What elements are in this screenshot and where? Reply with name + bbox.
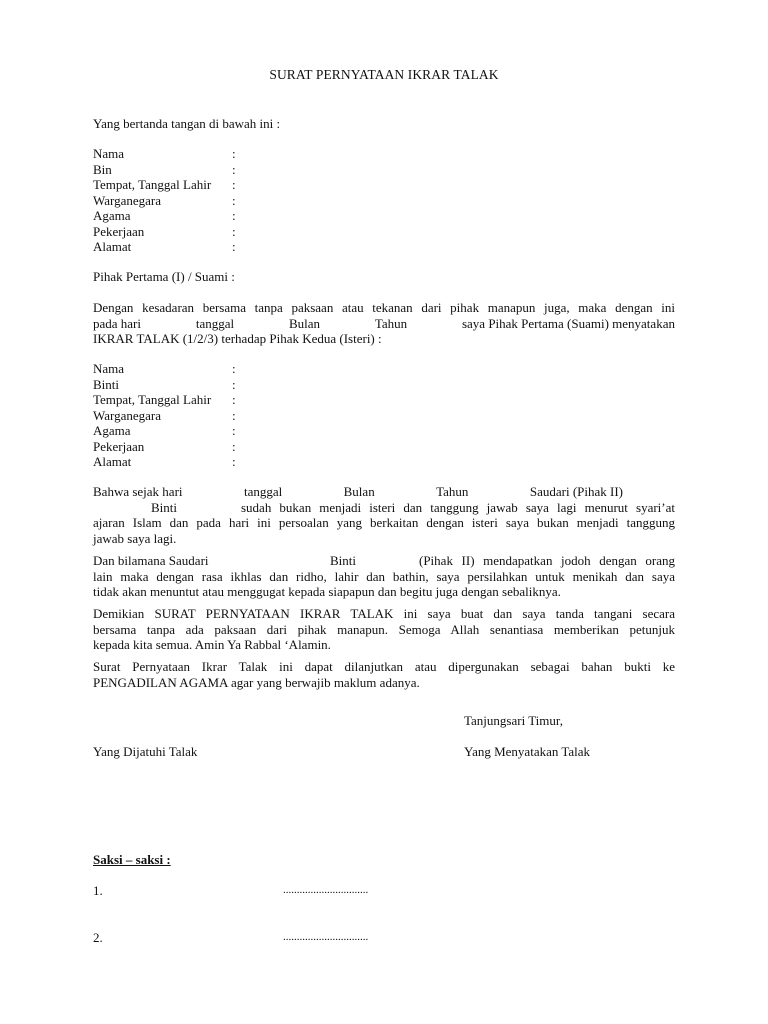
field-colon: : [232, 177, 236, 192]
field-label: Binti [93, 376, 120, 392]
field-colon: : [232, 407, 236, 423]
field-label: Warganegara [93, 407, 162, 423]
text-segment: Tahun [374, 315, 408, 331]
field-label: Bin [93, 161, 112, 177]
text-segment: Binti [151, 499, 178, 515]
witness-signature-line: ............................... [283, 931, 369, 943]
field-colon: : [232, 146, 236, 161]
paragraph-line: Demikian SURAT PERNYATAAN IKRAR TALAK ini saya buat dan saya tanda tangani secara [93, 606, 675, 621]
text-segment: (Pihak II) mendapatkan jodoh dengan orang [419, 553, 675, 568]
paragraph-line: ajaran Islam dan pada hari ini persoalan yang berkaitan dengan isteri saya bukan menjadi tanggung [93, 515, 675, 530]
field-label: Alamat [93, 454, 132, 469]
paragraph-line: lain maka dengan rasa ikhlas dan ridho, lahir dan bathin, saya persilahkan untuk menikah dan saya [93, 568, 675, 584]
text-segment: saya Pihak Pertama (Suami) menyatakan [461, 315, 675, 331]
field-label: Pekerjaan [93, 223, 145, 239]
field-colon: : [232, 192, 236, 208]
field-colon: : [232, 454, 236, 469]
paragraph-line: Surat Pernyataan Ikrar Talak ini dapat dilanjutkan atau dipergunakan sebagai bahan bukti ke [93, 659, 675, 674]
field-label: Nama [93, 361, 125, 376]
field-colon: : [232, 361, 236, 376]
field-colon: : [232, 438, 236, 454]
field-colon: : [232, 392, 236, 407]
signature-label-left: Yang Dijatuhi Talak [93, 744, 198, 759]
paragraph-line: Dengan kesadaran bersama tanpa paksaan atau tekanan dari pihak manapun juga, maka dengan ini [93, 300, 675, 315]
witness-number: 1. [93, 883, 103, 898]
paragraph-line: kepada kita semua. Amin Ya Rabbal ‘Alamin. [93, 637, 331, 652]
field-label: Warganegara [93, 192, 162, 208]
document-title: SURAT PERNYATAAN IKRAR TALAK [269, 67, 499, 82]
witness-heading: Saksi – saksi : [93, 852, 171, 867]
field-label: Tempat, Tanggal Lahir [93, 392, 212, 407]
text-segment: Bulan [343, 484, 375, 499]
witness-signature-line: ............................... [283, 884, 369, 896]
field-colon: : [232, 376, 236, 392]
first-party-label: Pihak Pertama (I) / Suami : [93, 269, 235, 284]
place-text: Tanjungsari Timur, [464, 713, 563, 728]
paragraph-line-spread [93, 484, 623, 499]
paragraph-line: jawab saya lagi. [93, 530, 177, 546]
paragraph-line-spread [93, 316, 675, 331]
field-label: Alamat [93, 239, 132, 254]
field-colon: : [232, 423, 236, 438]
paragraph-line: bersama tanpa ada paksaan dari pihak manapun. Semoga Allah senantiasa memberikan petunjuk [93, 621, 675, 637]
field-label: Agama [93, 208, 131, 223]
text-segment: Binti [330, 553, 357, 568]
field-colon: : [232, 223, 236, 239]
text-segment: tanggal [243, 484, 283, 499]
field-colon: : [232, 161, 236, 177]
field-label: Tempat, Tanggal Lahir [93, 177, 212, 192]
witness-number: 2. [93, 930, 103, 945]
paragraph-line: tidak akan menuntut atau menggugat kepada siapapun dan begitu juga dengan sebaliknya. [93, 584, 561, 599]
paragraph-line: IKRAR TALAK (1/2/3) terhadap Pihak Kedua (Isteri) : [93, 331, 382, 346]
paragraph-line: PENGADILAN AGAMA agar yang berwajib maklum adanya. [93, 674, 420, 690]
field-label: Nama [93, 146, 125, 161]
field-colon: : [232, 208, 236, 223]
text-segment: Dan bilamana Saudari [93, 553, 209, 568]
text-segment: Bulan [288, 315, 320, 331]
paragraph-line: sudah bukan menjadi isteri dan tanggung jawab saya lagi menurut syari’at [241, 499, 675, 515]
text-segment: Saudari (Pihak II) [529, 484, 623, 499]
text-segment: tanggal [195, 315, 235, 331]
signature-label-right: Yang Menyatakan Talak [464, 744, 591, 759]
field-label: Pekerjaan [93, 438, 145, 454]
text-segment: Tahun [436, 484, 469, 499]
text-segment: pada hari [93, 315, 142, 331]
field-colon: : [232, 239, 236, 254]
text-segment: Bahwa sejak hari [93, 484, 183, 499]
intro-text: Yang bertanda tangan di bawah ini : [93, 116, 281, 131]
field-label: Agama [93, 423, 131, 438]
